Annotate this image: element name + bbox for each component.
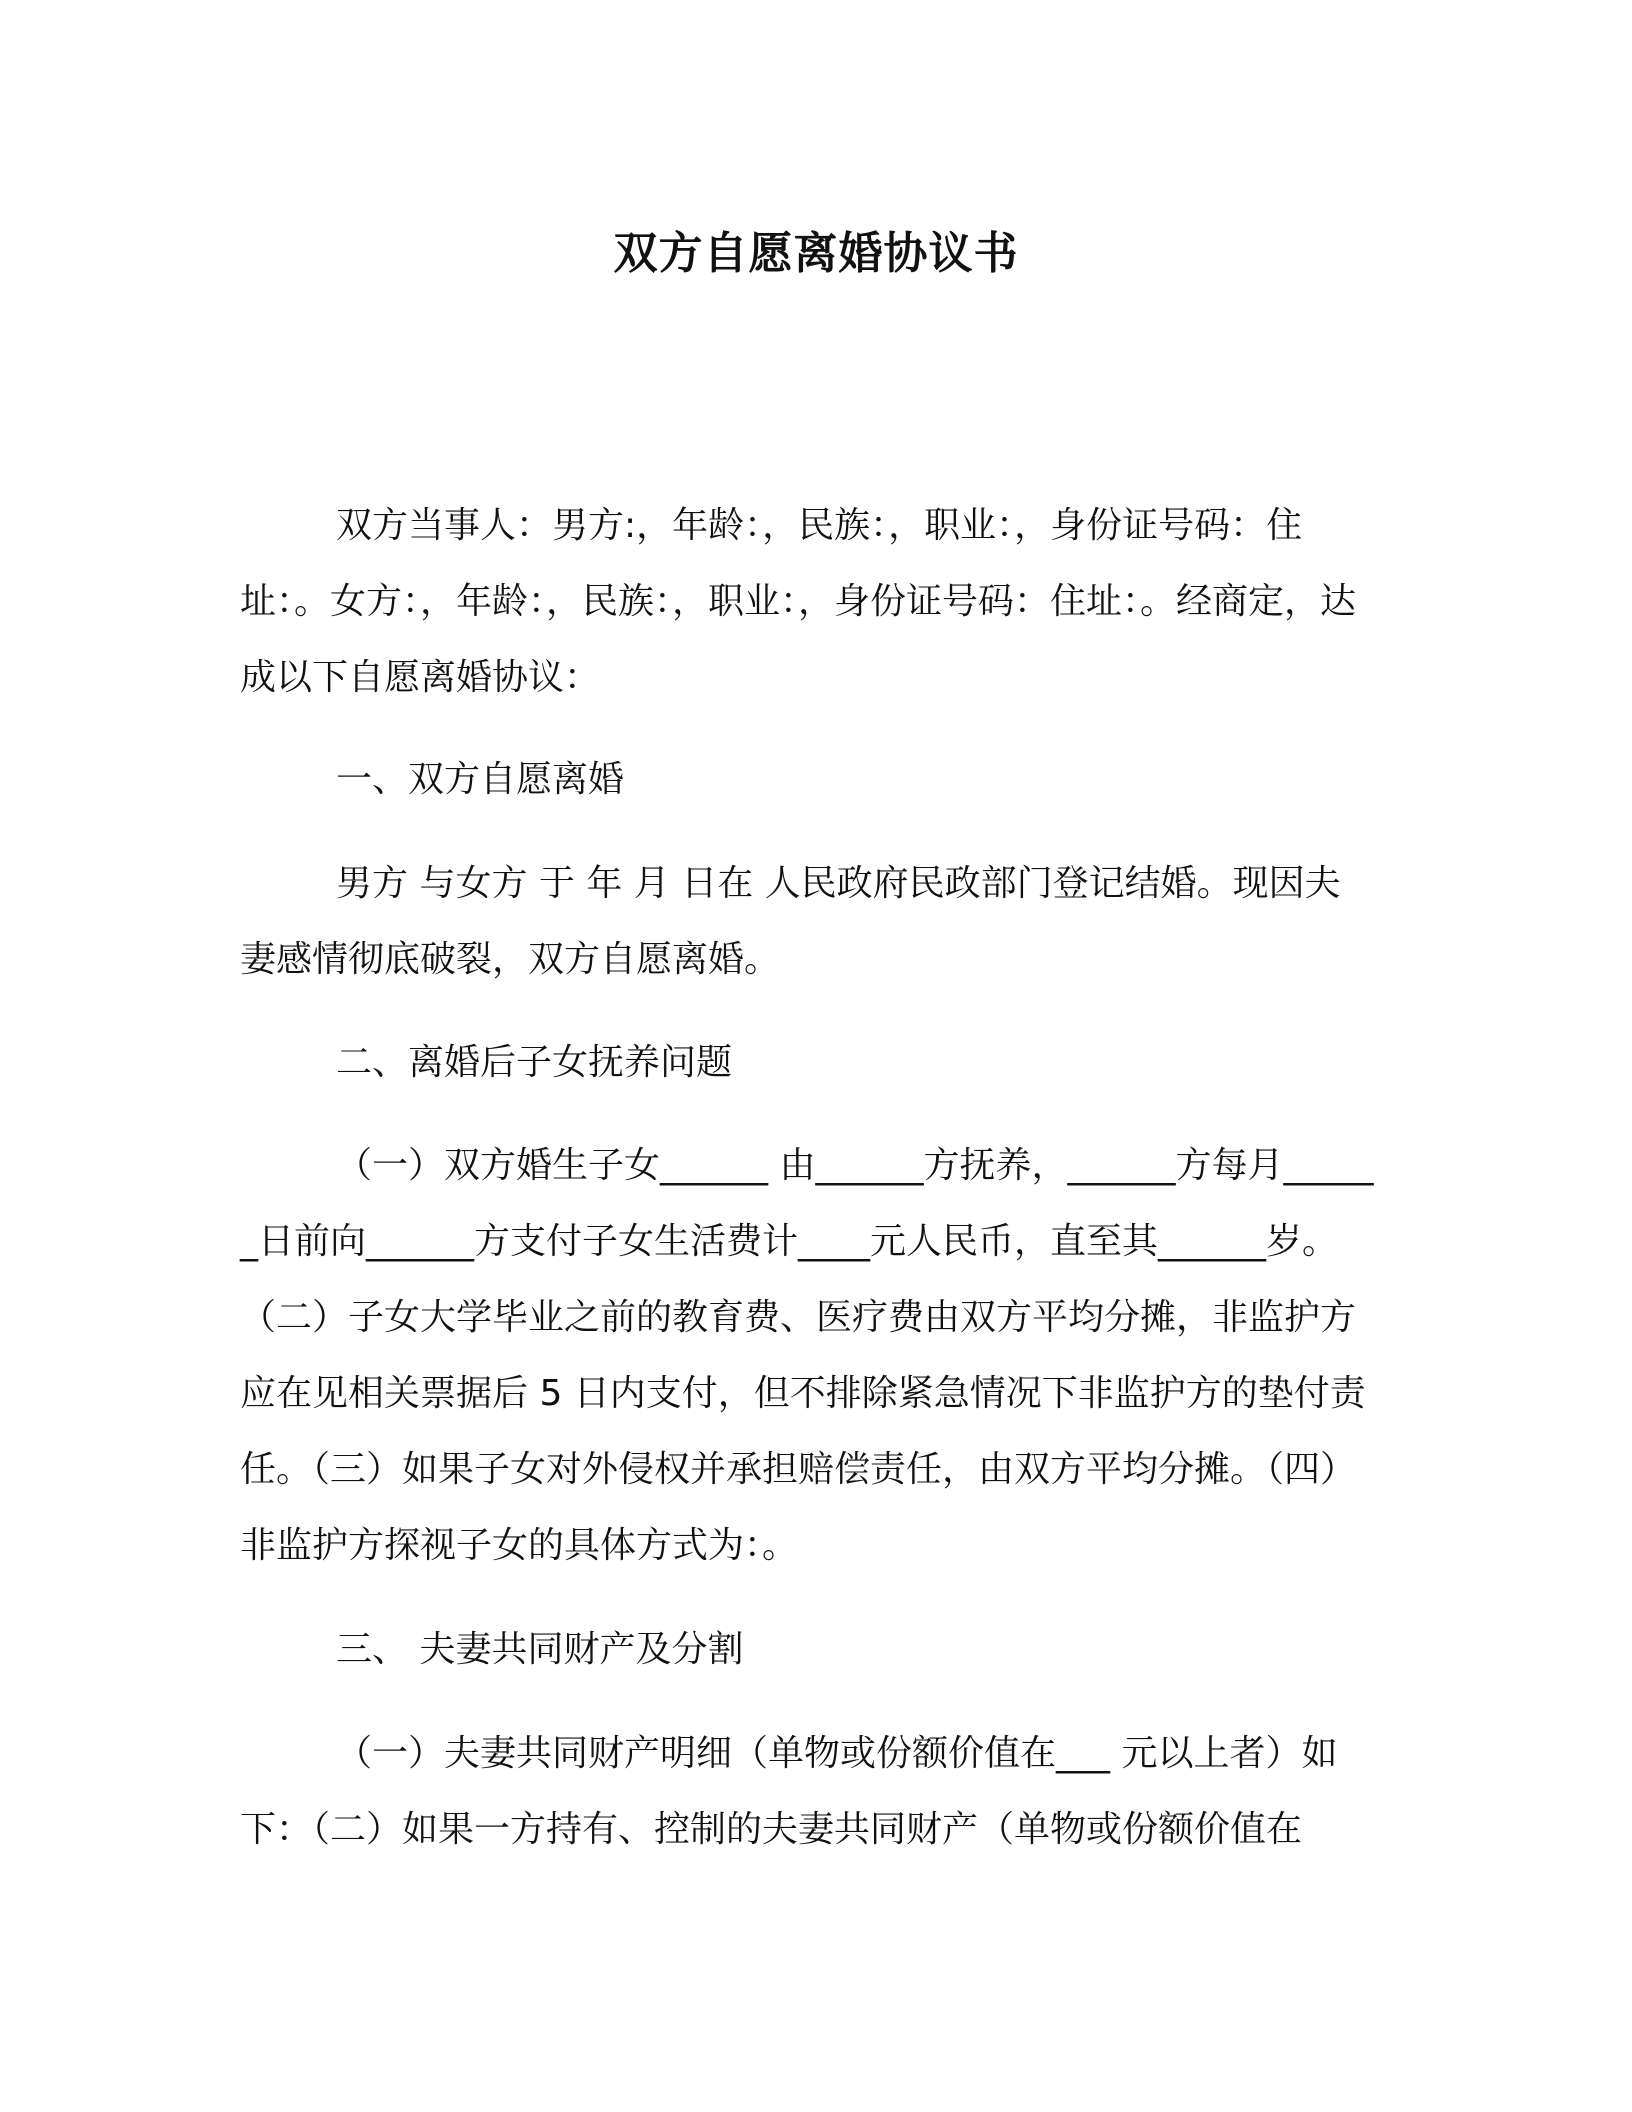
parties-paragraph: 双方当事人：男方:，年龄：，民族：，职业：，身份证号码：住址：。女方：，年龄：，民族：，职业：，身份证号码：住址：。经商定，达成以下自愿离婚协议： xyxy=(240,505,1357,698)
section1-paragraph: 男方 与女方 于 年 月 日在 人民政府民政部门登记结婚。现因夫妻感情彻底破裂，双方自愿离婚。 xyxy=(240,863,1341,980)
document-title: 双方自愿离婚协议书 xyxy=(613,228,1019,279)
section1-heading: 一、双方自愿离婚 xyxy=(336,759,625,800)
section2-heading: 二、离婚后子女抚养问题 xyxy=(336,1042,733,1083)
section2-paragraph: （一）双方婚生子女______ 由______方抚养，______方每月______日前向______方支付子女生活费计____元人民币，直至其______岁。（二）子女大学毕业之前的教育费、医疗费由双方平均分摊，非监护方应在见相关票据后 5 日内支付，但不排除紧急情况下非监护方的垫付责任。（三）如果子女对外侵权并承担赔偿责任，由双方平均分摊。（四）非监护方探视子女的具体方式为：。 xyxy=(240,1145,1374,1566)
section3-paragraph: （一）夫妻共同财产明细（单物或份额价值在___ 元以上者）如下：（二）如果一方持有、控制的夫妻共同财产（单物或份额价值在 xyxy=(240,1733,1338,1850)
section3-heading: 三、 夫妻共同财产及分割 xyxy=(336,1629,744,1670)
